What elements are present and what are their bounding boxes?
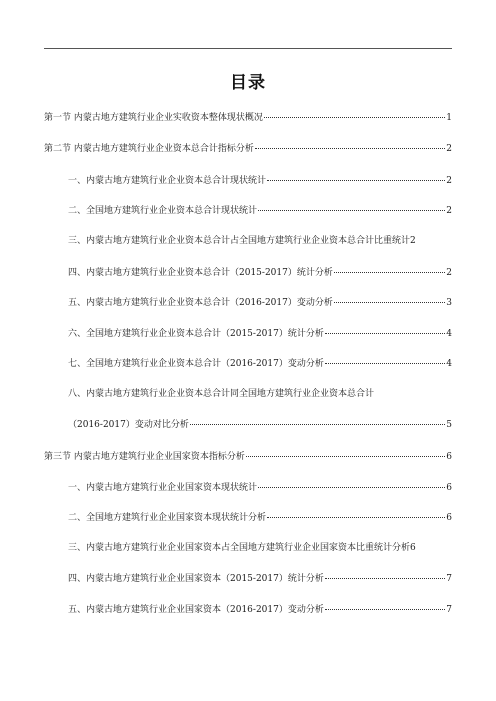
toc-entry-title: 二、全国地方建筑行业企业国家资本现状统计分析 xyxy=(68,513,267,523)
toc-page-number: 6 xyxy=(446,452,452,462)
toc-page-number: 2 xyxy=(446,268,452,278)
toc-entry[interactable] xyxy=(68,572,452,585)
toc-page-number: 6 xyxy=(446,513,452,523)
dot-leader xyxy=(255,142,445,149)
toc-entry-title: 第二节 内蒙古地方建筑行业企业资本总合计指标分析 xyxy=(44,144,254,154)
dot-leader xyxy=(325,357,445,364)
toc-page-number: 3 xyxy=(446,298,452,308)
toc-entry[interactable] xyxy=(68,481,452,494)
toc-entry[interactable] xyxy=(68,174,452,187)
toc-title: 目录 xyxy=(230,73,266,93)
dot-leader xyxy=(267,511,445,518)
toc-page-number: 7 xyxy=(446,605,452,615)
toc-entry-title: 第一节 内蒙古地方建筑行业企业实收资本整体现状概况 xyxy=(44,113,263,123)
toc-entry[interactable] xyxy=(68,204,452,217)
toc-page-number: 2 xyxy=(446,144,452,154)
toc-page-number: 4 xyxy=(446,329,452,339)
dot-leader xyxy=(258,204,445,211)
toc-entry-title: 五、内蒙古地方建筑行业企业资本总合计（2016-2017）变动分析 xyxy=(68,298,333,308)
toc-page-number: 7 xyxy=(446,574,452,584)
toc-entry[interactable] xyxy=(68,296,452,309)
dot-leader xyxy=(325,572,445,579)
toc-entry-title: 七、全国地方建筑行业企业资本总合计（2016-2017）变动分析 xyxy=(68,359,324,369)
toc-entry[interactable] xyxy=(44,111,452,124)
dot-leader xyxy=(334,296,445,303)
toc-page-number: 2 xyxy=(446,206,452,216)
dot-leader xyxy=(325,603,445,610)
toc-entry[interactable] xyxy=(44,450,452,463)
dot-leader xyxy=(334,266,445,273)
toc-entry[interactable] xyxy=(68,511,452,524)
dot-leader xyxy=(190,418,445,425)
toc-entry-title: 三、内蒙古地方建筑行业企业资本总合计占全国地方建筑行业企业资本总合计比重统计2 xyxy=(68,236,416,246)
dot-leader xyxy=(267,174,445,181)
toc-entry[interactable] xyxy=(68,418,452,431)
toc-entry-title: 四、内蒙古地方建筑行业企业资本总合计（2015-2017）统计分析 xyxy=(68,268,333,278)
toc-entry-title: 二、全国地方建筑行业企业资本总合计现状统计 xyxy=(68,206,258,216)
toc-entry[interactable] xyxy=(68,388,452,400)
toc-entry[interactable] xyxy=(68,603,452,616)
toc-entry[interactable] xyxy=(68,235,452,247)
toc-entry-title: 五、内蒙古地方建筑行业企业国家资本（2016-2017）变动分析 xyxy=(68,605,324,615)
toc-entry[interactable] xyxy=(44,142,452,155)
toc-entry[interactable] xyxy=(68,327,452,340)
toc-entry-title: 第三节 内蒙古地方建筑行业企业国家资本指标分析 xyxy=(44,452,245,462)
toc-page-number: 6 xyxy=(446,483,452,493)
toc-entry[interactable] xyxy=(68,542,452,554)
dot-leader xyxy=(258,481,445,488)
dot-leader xyxy=(264,111,445,118)
toc-entry-title: 六、全国地方建筑行业企业资本总合计（2015-2017）统计分析 xyxy=(68,329,324,339)
toc-entry-title: 四、内蒙古地方建筑行业企业国家资本（2015-2017）统计分析 xyxy=(68,574,324,584)
toc-entry[interactable] xyxy=(68,357,452,370)
toc-entry-title: 一、内蒙古地方建筑行业企业国家资本现状统计 xyxy=(68,483,258,493)
toc-page-number: 2 xyxy=(446,176,452,186)
toc-entry-title: 三、内蒙古地方建筑行业企业国家资本占全国地方建筑行业企业国家资本比重统计分析6 xyxy=(68,543,416,553)
toc-entry-title: 一、内蒙古地方建筑行业企业资本总合计现状统计 xyxy=(68,176,267,186)
toc-page-number: 5 xyxy=(446,420,452,430)
dot-leader xyxy=(325,327,445,334)
toc-entry-title: 八、内蒙古地方建筑行业企业资本总合计同全国地方建筑行业企业资本总合计 xyxy=(68,389,375,399)
dot-leader xyxy=(246,450,445,457)
toc-entry-title: （2016-2017）变动对比分析 xyxy=(68,420,189,430)
toc-entry[interactable] xyxy=(68,266,452,279)
toc-page-number: 1 xyxy=(446,113,452,123)
toc-page-number: 4 xyxy=(446,359,452,369)
